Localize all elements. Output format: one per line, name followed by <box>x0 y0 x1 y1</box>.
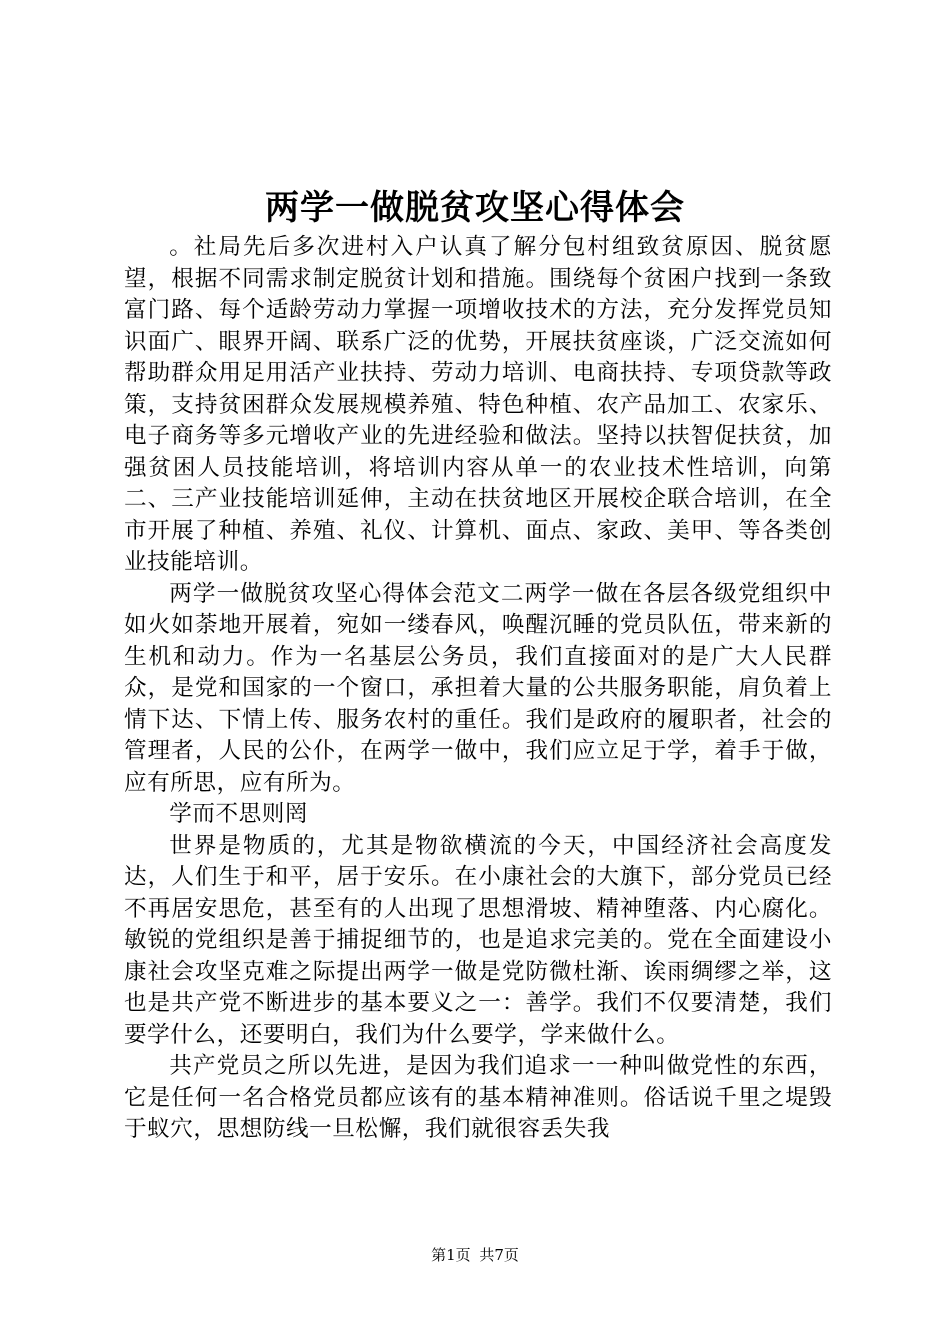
page-number: 第1页 <box>431 1246 471 1264</box>
paragraph: 共产党员之所以先进，是因为我们追求一一种叫做党性的东西，它是任何一名合格党员都应该有的基本精神准则。俗话说千里之堤毁于蚁穴，思想防线一旦松懈，我们就很容丢失我 <box>124 1053 832 1142</box>
paragraph: 世界是物质的，尤其是物欲横流的今天，中国经济社会高度发达，人们生于和平，居于安乐。在小康社会的大旗下，部分党员已经不再居安思危，甚至有的人出现了思想滑坡、精神堕落、内心腐化。敏锐的党组织是善于捕捉细节的，也是追求完美的。党在全面建设小康社会攻坚克难之际提出两学一做是党防微杜渐、诶雨绸缪之举，这也是共产党不断进步的基本要义之一：善学。我们不仅要清楚，我们要学什么，还要明白，我们为什么要学，学来做什么。 <box>124 832 832 1048</box>
paragraph: 。社局先后多次进村入户认真了解分包村组致贫原因、脱贫愿望，根据不同需求制定脱贫计划和措施。围绕每个贫困户找到一条致富门路、每个适龄劳动力掌握一项增收技术的方法，充分发挥党员知识面广、眼界开阔、联系广泛的优势，开展扶贫座谈，广泛交流如何帮助群众用足用活产业扶持、劳动力培训、电商扶持、专项贷款等政策，支持贫困群众发展规模养殖、特色种植、农产品加工、农家乐、电子商务等多元增收产业的先进经验和做法。坚持以扶智促扶贫，加强贫困人员技能培训，将培训内容从单一的农业技术性培训，向第二、三产业技能培训延伸，主动在扶贫地区开展校企联合培训，在全市开展了种植、养殖、礼仪、计算机、面点、家政、美甲、等各类创业技能培训。 <box>124 234 832 575</box>
page-total: 共7页 <box>479 1246 519 1264</box>
document-title: 两学一做脱贫攻坚心得体会 <box>265 188 685 228</box>
section-heading: 学而不思则罔 <box>169 801 309 827</box>
document-body <box>124 232 832 1146</box>
page-footer <box>0 1245 950 1265</box>
paragraph: 两学一做脱贫攻坚心得体会范文二两学一做在各层各级党组织中如火如荼地开展着，宛如一缕春风，唤醒沉睡的党员队伍，带来新的生机和动力。作为一名基层公务员，我们直接面对的是广大人民群众，是党和国家的一个窗口，承担着大量的公共服务职能，肩负着上情下达、下情上传、服务农村的重任。我们是政府的履职者，社会的管理者，人民的公仆，在两学一做中，我们应立足于学，着手于做，应有所思，应有所为。 <box>124 580 832 796</box>
